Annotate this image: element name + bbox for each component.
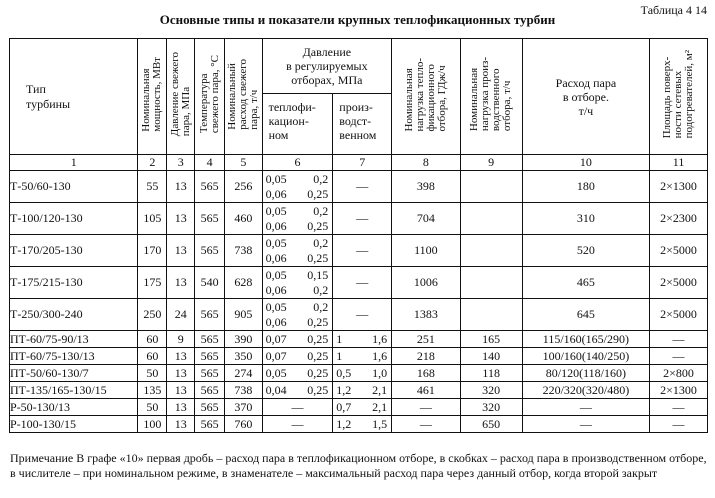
- table-cell: 650: [460, 416, 522, 433]
- pressure-pair: [333, 349, 391, 364]
- table-note: Примечание В графе «10» первая дробь – расход пара в теплофикационном отборе, в скобках – расход пара в производственном отборе, в числителе – при номинальном режиме, в знаменателе – максимальный расход пара через данный отбор, когда второй закрыт: [10, 451, 707, 480]
- pressure-cell: [333, 399, 392, 416]
- pressure-cell: [262, 365, 333, 382]
- table-cell: 2×800: [650, 365, 708, 382]
- table-row: [10, 416, 708, 433]
- pressure-cell: —: [333, 267, 392, 299]
- table-cell: 13: [167, 235, 195, 267]
- header-fresh-flow: Номинальный расход свежего пара, т/ч: [225, 39, 262, 155]
- pressure-cell: —: [262, 416, 333, 433]
- table-cell: [460, 235, 522, 267]
- table-cell: 105: [138, 203, 167, 235]
- table-cell: 565: [195, 171, 225, 203]
- pressure-value: 0,06: [265, 314, 287, 329]
- table-cell: [460, 171, 522, 203]
- table-cell: 2×5000: [650, 267, 708, 299]
- pressure-value: 1,2: [336, 416, 352, 431]
- table-cell: 465: [522, 267, 649, 299]
- pressure-cell: [333, 416, 392, 433]
- pressure-cell: —: [333, 235, 392, 267]
- table-cell: Т-175/215-130: [10, 267, 138, 299]
- table-cell: 250: [138, 299, 167, 331]
- column-number-cell: 6: [262, 155, 333, 171]
- pressure-pair: [263, 251, 333, 266]
- pressure-value: 0,25: [307, 382, 329, 397]
- pressure-value: 1,0: [372, 365, 388, 380]
- table-cell: 350: [225, 348, 262, 365]
- table-row: [10, 267, 708, 299]
- header-power: Номинальная мощность, МВт: [138, 39, 167, 155]
- column-number-cell: 4: [195, 155, 225, 171]
- table-cell: 461: [392, 382, 461, 399]
- column-number-cell: 7: [333, 155, 392, 171]
- pressure-pair: [333, 366, 391, 381]
- header-pressure-group: Давление в регулируемых отборах, МПа: [262, 39, 392, 94]
- table-cell: 520: [522, 235, 649, 267]
- pressure-pair: [263, 383, 333, 398]
- table-cell: 175: [138, 267, 167, 299]
- table-cell: 565: [195, 348, 225, 365]
- pressure-value: 0,06: [265, 282, 287, 297]
- table-cell: 13: [167, 399, 195, 416]
- table-cell: 13: [167, 365, 195, 382]
- pressure-pair: [333, 417, 391, 432]
- pressure-value: 0,15: [307, 267, 329, 282]
- table-row: [10, 203, 708, 235]
- column-numbers-row: [10, 155, 708, 171]
- table-cell: Р-100-130/15: [10, 416, 138, 433]
- pressure-value: 0,05: [265, 365, 287, 380]
- header-type: Тип турбины: [10, 39, 138, 155]
- pressure-cell: —: [333, 171, 392, 203]
- pressure-value: 1,2: [336, 382, 352, 397]
- table-cell: 310: [522, 203, 649, 235]
- header-pressure-production: произ- водст- венном: [333, 94, 392, 155]
- pressure-pair: [263, 332, 333, 347]
- table-cell: 180: [522, 171, 649, 203]
- table-cell: 390: [225, 331, 262, 348]
- table-cell: 320: [460, 399, 522, 416]
- table-cell: 628: [225, 267, 262, 299]
- table-row: [10, 331, 708, 348]
- pressure-value: 1,6: [372, 331, 388, 346]
- table-cell: 645: [522, 299, 649, 331]
- table-cell: [460, 267, 522, 299]
- table-cell: Т-170/205-130: [10, 235, 138, 267]
- pressure-pair: [263, 268, 333, 283]
- table-cell: 13: [167, 382, 195, 399]
- pressure-value: 0,2: [313, 299, 329, 314]
- pressure-pair: [263, 204, 333, 219]
- table-cell: 135: [138, 382, 167, 399]
- pressure-value: 0,05: [265, 171, 287, 186]
- header-fresh-temp: Температура свежего пара, °С: [195, 39, 225, 155]
- table-row: [10, 235, 708, 267]
- table-cell: 220/320(320/480): [522, 382, 649, 399]
- pressure-value: 0,25: [307, 348, 329, 363]
- table-cell: 168: [392, 365, 461, 382]
- table-cell: 540: [195, 267, 225, 299]
- column-number-cell: 11: [650, 155, 708, 171]
- table-cell: 2×2300: [650, 203, 708, 235]
- table-cell: [460, 299, 522, 331]
- table-row: [10, 299, 708, 331]
- column-number-cell: 10: [522, 155, 649, 171]
- table-cell: 218: [392, 348, 461, 365]
- pressure-cell: [333, 365, 392, 382]
- table-cell: 2×5000: [650, 235, 708, 267]
- pressure-value: 0,25: [307, 331, 329, 346]
- header-fresh-pressure: Давление свежего пара, МПа: [167, 39, 195, 155]
- table-cell: 60: [138, 348, 167, 365]
- table-row: [10, 399, 708, 416]
- pressure-value: 1,5: [372, 416, 388, 431]
- pressure-pair: [263, 172, 333, 187]
- table-cell: 1383: [392, 299, 461, 331]
- header-heat-load: Номинальная нагрузка тепло- фикационного отбора, ГДж/ч: [392, 39, 461, 155]
- table-title: Основные типы и показатели крупных теплофикационных турбин: [159, 12, 556, 27]
- pressure-value: 0,05: [265, 267, 287, 282]
- table-cell: 565: [195, 399, 225, 416]
- column-number-cell: 2: [138, 155, 167, 171]
- pressure-pair: [333, 383, 391, 398]
- table-cell: —: [650, 348, 708, 365]
- table-cell: 55: [138, 171, 167, 203]
- pressure-value: 0,06: [265, 218, 287, 233]
- header-heater-area: Площадь поверх- ности сетевых подогревателей, м²: [650, 39, 708, 155]
- table-cell: 398: [392, 171, 461, 203]
- pressure-value: 2,1: [372, 382, 388, 397]
- pressure-value: 2,1: [372, 399, 388, 414]
- table-cell: 370: [225, 399, 262, 416]
- table-cell: 13: [167, 267, 195, 299]
- table-cell: 2×5000: [650, 299, 708, 331]
- table-row: [10, 348, 708, 365]
- table-cell: Т-100/120-130: [10, 203, 138, 235]
- table-body: [10, 171, 708, 433]
- table-cell: 256: [225, 171, 262, 203]
- table-cell: 170: [138, 235, 167, 267]
- table-cell: 320: [460, 382, 522, 399]
- table-cell: 760: [225, 416, 262, 433]
- pressure-cell: [262, 235, 333, 267]
- pressure-pair: [333, 400, 391, 415]
- table-cell: 2×1300: [650, 171, 708, 203]
- table-cell: 460: [225, 203, 262, 235]
- pressure-value: 0,05: [265, 235, 287, 250]
- column-number-cell: 1: [10, 155, 138, 171]
- pressure-value: 1: [336, 348, 343, 363]
- table-cell: 565: [195, 299, 225, 331]
- table-cell: 50: [138, 399, 167, 416]
- pressure-value: 0,06: [265, 186, 287, 201]
- table-row: [10, 365, 708, 382]
- pressure-cell: [262, 267, 333, 299]
- table-cell: 80/120(118/160): [522, 365, 649, 382]
- table-row: [10, 382, 708, 399]
- table-cell: ПТ-50/60-130/7: [10, 365, 138, 382]
- column-number-cell: 5: [225, 155, 262, 171]
- table-cell: 13: [167, 171, 195, 203]
- table-cell: 165: [460, 331, 522, 348]
- pressure-value: 0,05: [265, 203, 287, 218]
- table-cell: 13: [167, 348, 195, 365]
- table-cell: 738: [225, 235, 262, 267]
- table-cell: 13: [167, 416, 195, 433]
- pressure-pair: [263, 300, 333, 315]
- table-cell: [460, 203, 522, 235]
- table-cell: ПТ-60/75-130/13: [10, 348, 138, 365]
- table-cell: —: [650, 331, 708, 348]
- table-cell: 565: [195, 331, 225, 348]
- header-prod-load: Номинальная нагрузка произ- водственного отбора, т/ч: [460, 39, 522, 155]
- table-row: [10, 171, 708, 203]
- table-cell: 100/160(140/250): [522, 348, 649, 365]
- pressure-cell: [333, 382, 392, 399]
- table-cell: 118: [460, 365, 522, 382]
- pressure-pair: [333, 332, 391, 347]
- table-cell: 905: [225, 299, 262, 331]
- pressure-pair: [263, 236, 333, 251]
- table-cell: 24: [167, 299, 195, 331]
- header-pressure-heating: теплофи- кацион- ном: [262, 94, 333, 155]
- pressure-value: 0,07: [265, 348, 287, 363]
- table-cell: —: [392, 399, 461, 416]
- pressure-pair: [263, 366, 333, 381]
- table-cell: 140: [460, 348, 522, 365]
- pressure-value: 0,06: [265, 250, 287, 265]
- pressure-value: 0,25: [307, 250, 329, 265]
- table-cell: —: [522, 399, 649, 416]
- table-cell: —: [650, 399, 708, 416]
- table-cell: 13: [167, 203, 195, 235]
- table-cell: 251: [392, 331, 461, 348]
- pressure-value: 0,25: [307, 186, 329, 201]
- pressure-cell: —: [262, 399, 333, 416]
- table-cell: 565: [195, 382, 225, 399]
- pressure-value: 0,25: [307, 218, 329, 233]
- pressure-pair: [263, 315, 333, 330]
- turbine-table: [9, 38, 708, 433]
- pressure-pair: [263, 349, 333, 364]
- pressure-cell: —: [333, 299, 392, 331]
- pressure-cell: [333, 348, 392, 365]
- header-steam-flow: Расход пара в отборе. т/ч: [522, 39, 649, 155]
- table-cell: 565: [195, 416, 225, 433]
- column-number-cell: 3: [167, 155, 195, 171]
- table-cell: —: [650, 416, 708, 433]
- pressure-value: 0,25: [307, 314, 329, 329]
- pressure-pair: [263, 283, 333, 298]
- table-cell: 565: [195, 203, 225, 235]
- pressure-value: 0,2: [313, 235, 329, 250]
- pressure-cell: [333, 331, 392, 348]
- table-number: Таблица 4 14: [640, 3, 707, 17]
- table-cell: 565: [195, 365, 225, 382]
- table-cell: ПТ-60/75-90/13: [10, 331, 138, 348]
- pressure-cell: [262, 203, 333, 235]
- pressure-cell: [262, 171, 333, 203]
- pressure-pair: [263, 219, 333, 234]
- pressure-value: 0,05: [265, 299, 287, 314]
- pressure-cell: —: [333, 203, 392, 235]
- table-cell: 738: [225, 382, 262, 399]
- table-cell: Т-250/300-240: [10, 299, 138, 331]
- table-cell: 115/160(165/290): [522, 331, 649, 348]
- table-cell: Т-50/60-130: [10, 171, 138, 203]
- pressure-value: 0,25: [307, 365, 329, 380]
- table-cell: 60: [138, 331, 167, 348]
- table-cell: ПТ-135/165-130/15: [10, 382, 138, 399]
- pressure-value: 0,2: [313, 203, 329, 218]
- pressure-value: 0,7: [336, 399, 352, 414]
- column-number-cell: 8: [392, 155, 461, 171]
- table-cell: —: [392, 416, 461, 433]
- table-cell: 2×1300: [650, 382, 708, 399]
- table-cell: 50: [138, 365, 167, 382]
- table-cell: —: [522, 416, 649, 433]
- table-cell: 704: [392, 203, 461, 235]
- pressure-cell: [262, 382, 333, 399]
- table-cell: 1006: [392, 267, 461, 299]
- pressure-value: 1,6: [372, 348, 388, 363]
- pressure-value: 0,04: [265, 382, 287, 397]
- table-cell: 565: [195, 235, 225, 267]
- table-cell: Р-50-130/13: [10, 399, 138, 416]
- pressure-cell: [262, 331, 333, 348]
- pressure-value: 0,07: [265, 331, 287, 346]
- pressure-pair: [263, 187, 333, 202]
- pressure-cell: [262, 348, 333, 365]
- pressure-cell: [262, 299, 333, 331]
- table-cell: 100: [138, 416, 167, 433]
- table-cell: 9: [167, 331, 195, 348]
- pressure-value: 0,2: [313, 171, 329, 186]
- column-number-cell: 9: [460, 155, 522, 171]
- table-cell: 1100: [392, 235, 461, 267]
- pressure-value: 0,2: [313, 282, 329, 297]
- table-cell: 274: [225, 365, 262, 382]
- pressure-value: 1: [336, 331, 343, 346]
- pressure-value: 0,5: [336, 365, 352, 380]
